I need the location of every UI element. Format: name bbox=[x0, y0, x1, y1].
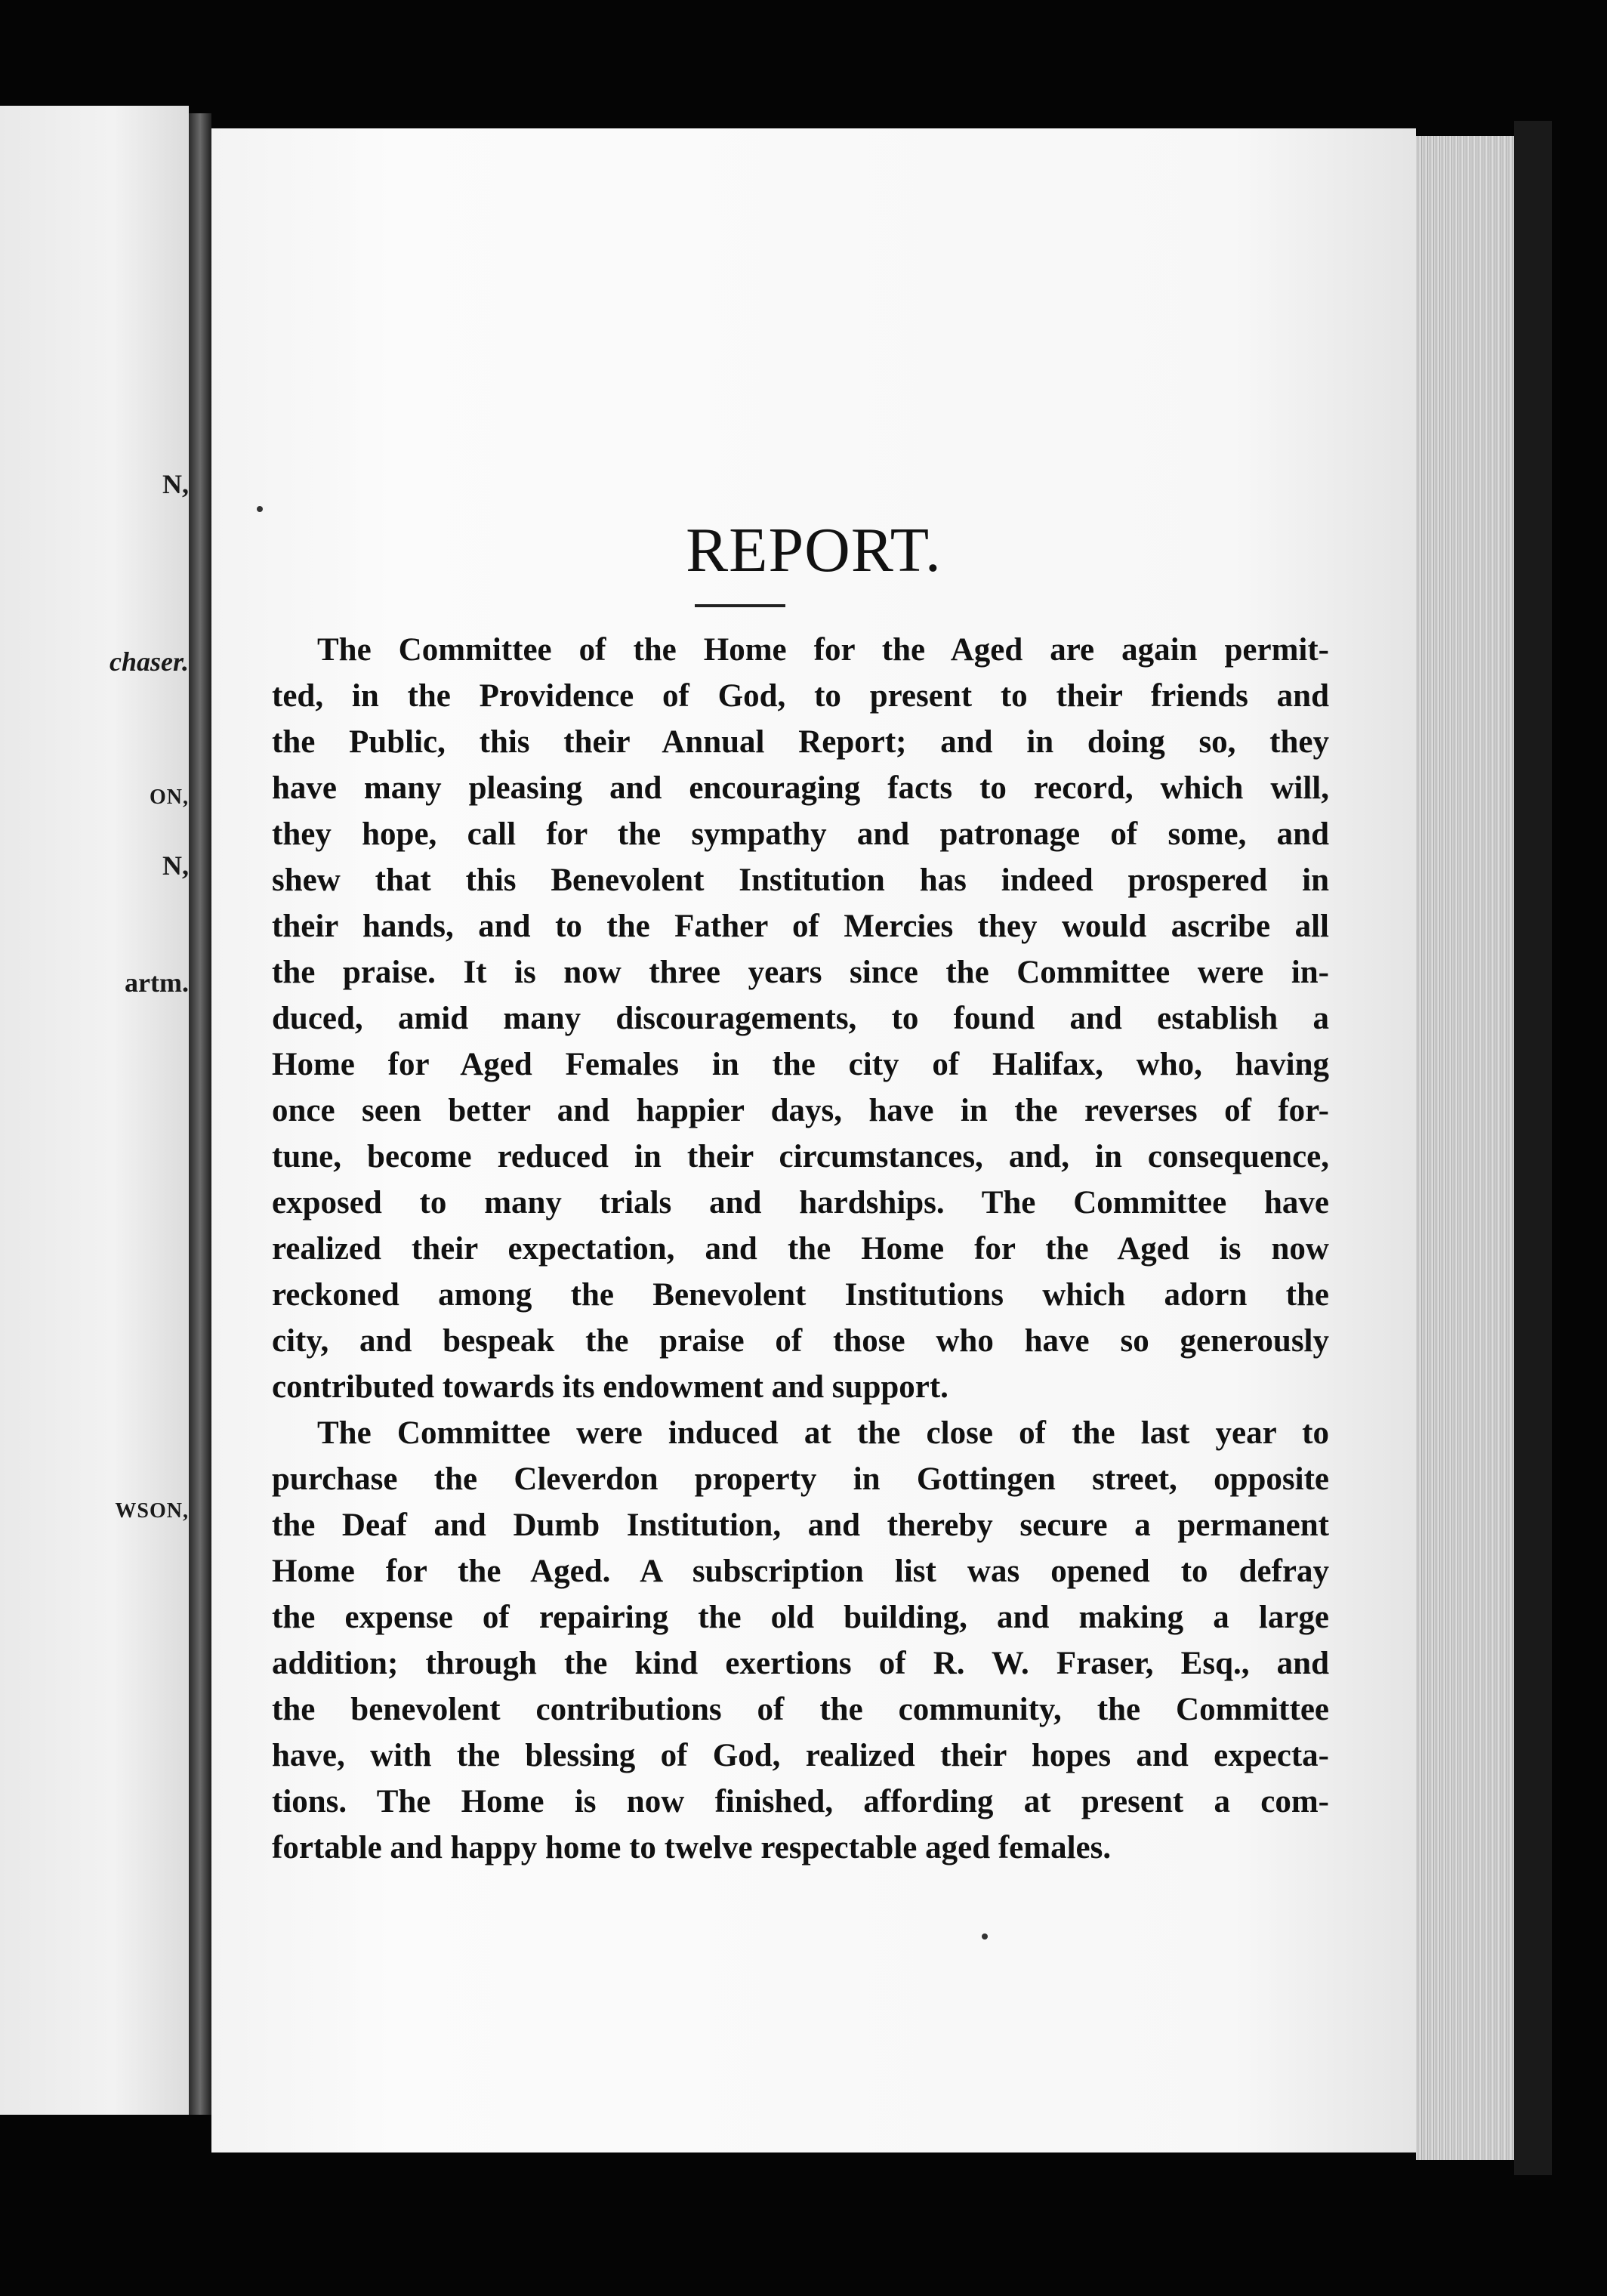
left-page-fragment: N, bbox=[162, 850, 189, 881]
ink-speck bbox=[257, 506, 263, 512]
text-line: the Public, this their Annual Report; and in doing so, they bbox=[272, 724, 1329, 760]
text-line: tune, become reduced in their circumstances, and, in consequence, bbox=[272, 1139, 1329, 1174]
text-line: have, with the blessing of God, realized their hopes and expecta- bbox=[272, 1738, 1329, 1773]
text-line: The Committee were induced at the close of the last year to bbox=[317, 1415, 1329, 1451]
page-edges bbox=[1416, 136, 1514, 2160]
text-line: addition; through the kind exertions of R. W. Fraser, Esq., and bbox=[272, 1646, 1329, 1681]
text-line: realized their expectation, and the Home for the Aged is now bbox=[272, 1231, 1329, 1267]
text-line: exposed to many trials and hardships. The Committee have bbox=[272, 1185, 1329, 1221]
paragraph-2 bbox=[272, 1410, 1329, 1871]
left-page-fragment: chaser. bbox=[109, 647, 189, 677]
text-line: the expense of repairing the old building, and making a large bbox=[272, 1600, 1329, 1635]
text-line: Home for the Aged. A subscription list was opened to defray bbox=[272, 1554, 1329, 1589]
left-page-fragment: WSON, bbox=[115, 1499, 189, 1523]
previous-page-edge bbox=[0, 106, 189, 2115]
text-line: city, and bespeak the praise of those who have so generously bbox=[272, 1323, 1329, 1359]
text-line: shew that this Benevolent Institution has indeed prospered in bbox=[272, 863, 1329, 898]
text-line: the praise. It is now three years since the Committee were in- bbox=[272, 955, 1329, 990]
left-page-fragment: N, bbox=[162, 469, 189, 499]
book-gutter bbox=[189, 113, 211, 2115]
text-line: reckoned among the Benevolent Institutions which adorn the bbox=[272, 1277, 1329, 1313]
text-line: Home for Aged Females in the city of Halifax, who, having bbox=[272, 1047, 1329, 1082]
report-body bbox=[272, 627, 1329, 1871]
text-line: tions. The Home is now finished, affording at present a com- bbox=[272, 1784, 1329, 1819]
paragraph-1 bbox=[272, 627, 1329, 1410]
text-line: The Committee of the Home for the Aged are again permit- bbox=[317, 632, 1329, 668]
text-line: the Deaf and Dumb Institution, and thereby secure a permanent bbox=[272, 1508, 1329, 1543]
left-page-fragment: ON, bbox=[150, 785, 189, 809]
text-line: contributed towards its endowment and support. bbox=[272, 1369, 948, 1405]
ink-speck bbox=[982, 1933, 988, 1940]
text-line: their hands, and to the Father of Mercies they would ascribe all bbox=[272, 909, 1329, 944]
book-cover-edge bbox=[1514, 121, 1552, 2175]
report-page bbox=[211, 128, 1416, 2152]
text-line: they hope, call for the sympathy and patronage of some, and bbox=[272, 816, 1329, 852]
text-line: have many pleasing and encouraging facts to record, which will, bbox=[272, 770, 1329, 806]
text-line: fortable and happy home to twelve respectable aged females. bbox=[272, 1830, 1112, 1866]
text-line: purchase the Cleverdon property in Gottingen street, opposite bbox=[272, 1461, 1329, 1497]
left-page-fragment: artm. bbox=[125, 967, 189, 998]
text-line: ted, in the Providence of God, to present to their friends and bbox=[272, 678, 1329, 714]
text-line: duced, amid many discouragements, to found and establish a bbox=[272, 1001, 1329, 1036]
text-line: the benevolent contributions of the community, the Committee bbox=[272, 1692, 1329, 1727]
page-title: REPORT. bbox=[686, 515, 942, 585]
title-rule bbox=[695, 604, 785, 607]
text-line: once seen better and happier days, have in the reverses of for- bbox=[272, 1093, 1329, 1128]
